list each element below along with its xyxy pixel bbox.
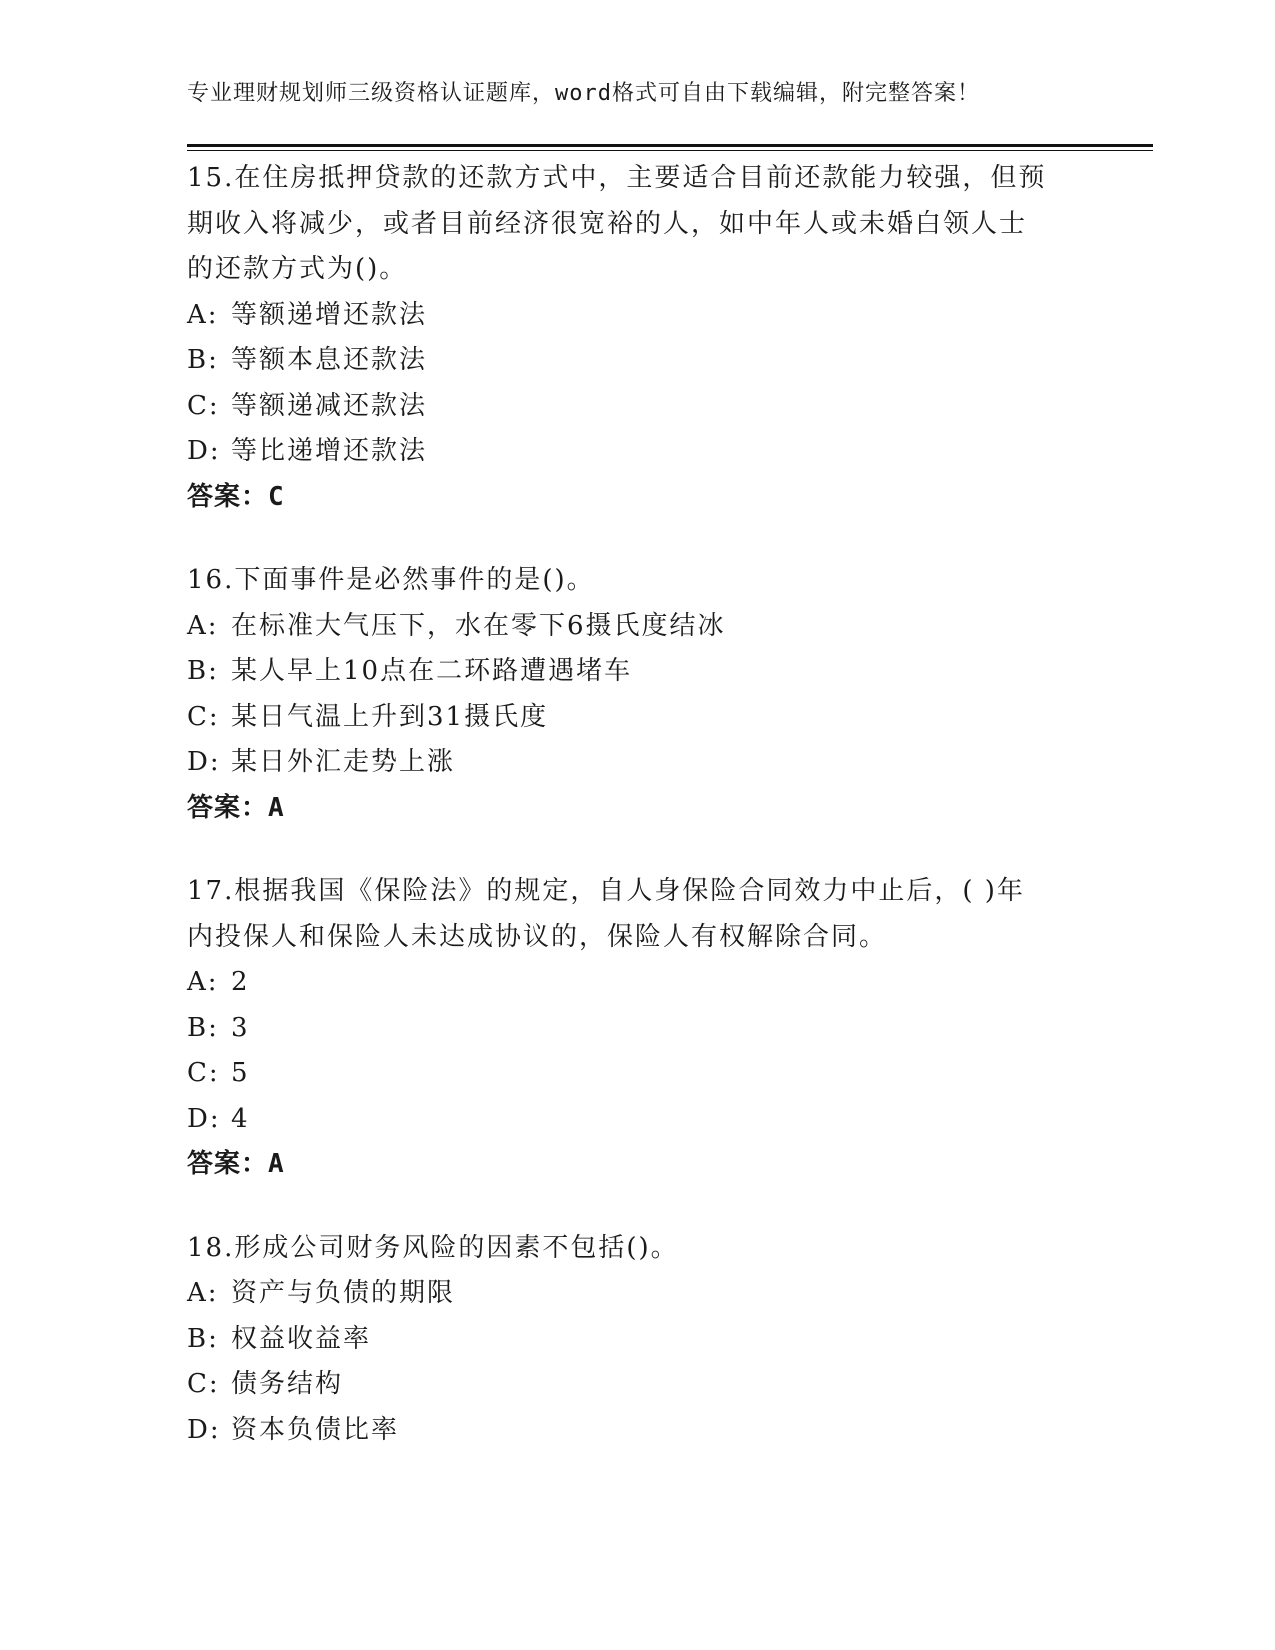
option-key: B:: [187, 656, 219, 686]
option-a: [187, 1271, 1087, 1317]
option-key: C:: [187, 390, 220, 421]
option-a: [187, 293, 1087, 339]
option-key: A:: [187, 299, 219, 330]
question-text-line: 17.根据我国《保险法》的规定，自人身保险合同效力中止后，( )年: [187, 876, 1025, 906]
option-d: [187, 1408, 1087, 1454]
option-key: D:: [187, 1103, 221, 1134]
option-key: A:: [187, 1278, 219, 1308]
question-15: [187, 156, 1087, 520]
question-text-line: 16.下面事件是必然事件的是()。: [187, 565, 595, 595]
option-d: [187, 1097, 1087, 1143]
answer-line: 答案：A: [187, 792, 285, 823]
option-text: 等额递减还款法: [231, 390, 428, 421]
option-text: 债务结构: [231, 1369, 344, 1399]
option-b: [187, 338, 1087, 384]
option-key: B:: [187, 1323, 219, 1354]
option-text: 3: [231, 1012, 250, 1043]
option-key: D:: [187, 1414, 221, 1445]
option-c: [187, 1362, 1087, 1408]
option-text: 5: [231, 1058, 250, 1088]
option-a: [187, 604, 1087, 650]
option-text: 2: [231, 967, 250, 997]
option-b: [187, 649, 1087, 695]
option-text: 某日外汇走势上涨: [231, 747, 456, 777]
option-key: D:: [187, 747, 221, 777]
option-text: 资本负债比率: [231, 1414, 400, 1445]
option-d: [187, 740, 1087, 786]
answer-line: 答案：A: [187, 1149, 285, 1179]
question-17: [187, 869, 1087, 1188]
option-key: C:: [187, 1369, 220, 1399]
question-text-line: 的还款方式为()。: [187, 254, 408, 284]
option-key: C:: [187, 1058, 220, 1088]
answer-line: 答案：C: [187, 481, 285, 512]
option-c: [187, 695, 1087, 741]
option-text: 某人早上10点在二环路遭遇堵车: [231, 656, 633, 686]
question-list: [187, 156, 1087, 1491]
option-text: 某日气温上升到31摄氏度: [231, 701, 549, 732]
option-key: C:: [187, 701, 220, 732]
question-text-line: 15.在住房抵押贷款的还款方式中，主要适合目前还款能力较强，但预: [187, 163, 1047, 193]
option-c: [187, 384, 1087, 430]
option-key: B:: [187, 1012, 219, 1043]
option-key: A:: [187, 610, 219, 641]
question-18: [187, 1226, 1087, 1454]
option-key: A:: [187, 967, 219, 997]
option-b: [187, 1006, 1087, 1052]
option-text: 4: [231, 1103, 250, 1134]
header-rule-thick: [187, 144, 1153, 147]
option-text: 等额递增还款法: [231, 299, 428, 330]
question-text-line: 18.形成公司财务风险的因素不包括()。: [187, 1232, 679, 1263]
question-16: [187, 558, 1087, 831]
question-text-line: 内投保人和保险人未达成协议的，保险人有权解除合同。: [187, 921, 888, 952]
option-b: [187, 1317, 1087, 1363]
page-header: 专业理财规划师三级资格认证题库，word格式可自由下载编辑，附完整答案！: [187, 81, 980, 106]
question-text-line: 期收入将减少，或者目前经济很宽裕的人，如中年人或未婚白领人士: [187, 208, 1028, 239]
option-d: [187, 429, 1087, 475]
option-text: 等额本息还款法: [231, 345, 428, 375]
option-text: 资产与负债的期限: [231, 1278, 456, 1308]
option-a: [187, 960, 1087, 1006]
option-key: D:: [187, 436, 221, 466]
option-text: 在标准大气压下，水在零下6摄氏度结冰: [231, 610, 726, 641]
option-text: 权益收益率: [231, 1323, 372, 1354]
option-c: [187, 1051, 1087, 1097]
option-text: 等比递增还款法: [231, 436, 428, 466]
header-rule-thin: [187, 150, 1153, 151]
option-key: B:: [187, 345, 219, 375]
